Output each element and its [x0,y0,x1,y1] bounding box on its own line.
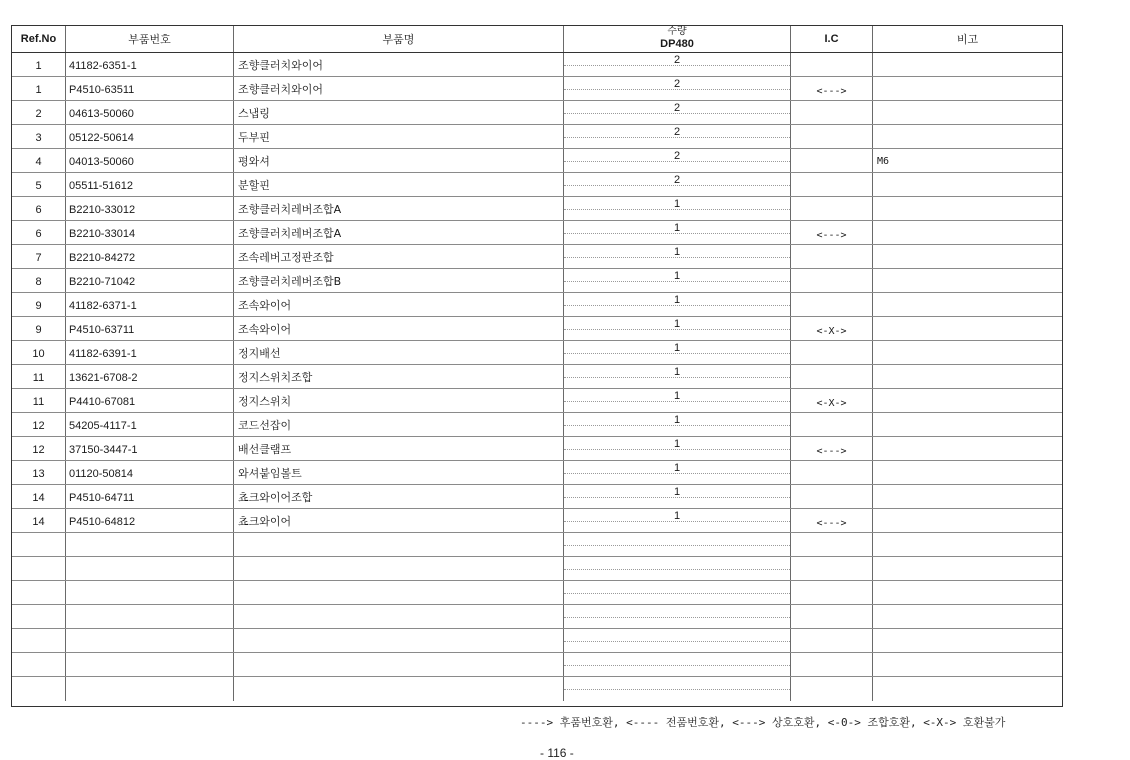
cell-part-name [234,557,564,580]
cell-quantity: 1 [564,365,791,388]
cell-remarks [873,557,1062,580]
cell-ic [791,293,873,316]
cell-quantity: 1 [564,245,791,268]
cell-ic: <-X-> [791,389,873,412]
cell-ic: <---> [791,77,873,100]
cell-quantity [564,653,791,676]
cell-ref-no: 6 [12,221,66,244]
parts-table [11,25,1063,707]
cell-part-number: 05511-51612 [66,173,234,196]
cell-remarks [873,317,1062,340]
cell-quantity: 1 [564,221,791,244]
cell-ref-no: 10 [12,341,66,364]
cell-ic [791,533,873,556]
table-row [12,389,1062,413]
cell-ic [791,581,873,604]
cell-quantity: 2 [564,173,791,196]
cell-remarks [873,365,1062,388]
cell-remarks [873,605,1062,628]
cell-ref-no: 12 [12,437,66,460]
cell-part-name: 조향클러치와이어 [234,53,564,76]
cell-part-number [66,629,234,652]
cell-part-number: 13621-6708-2 [66,365,234,388]
cell-ic [791,413,873,436]
empty-table-row [12,533,1062,557]
cell-ic [791,677,873,701]
cell-quantity: 1 [564,269,791,292]
cell-ic [791,245,873,268]
cell-remarks [873,389,1062,412]
cell-part-name: 조향클러치레버조합B [234,269,564,292]
cell-part-number [66,581,234,604]
cell-ref-no [12,557,66,580]
cell-part-number [66,605,234,628]
empty-table-row [12,605,1062,629]
cell-quantity: 2 [564,101,791,124]
cell-ic: <-X-> [791,317,873,340]
cell-remarks [873,581,1062,604]
table-row [12,101,1062,125]
cell-ref-no: 9 [12,293,66,316]
header-model: DP480 [660,38,694,50]
cell-ic [791,605,873,628]
cell-remarks [873,77,1062,100]
table-row [12,413,1062,437]
cell-quantity: 1 [564,485,791,508]
cell-part-number: 41182-6371-1 [66,293,234,316]
empty-table-row [12,581,1062,605]
cell-part-number: B2210-33014 [66,221,234,244]
cell-part-name: 쵸크와이어 [234,509,564,532]
cell-part-name: 정지스위치 [234,389,564,412]
cell-quantity: 1 [564,461,791,484]
cell-part-number: 01120-50814 [66,461,234,484]
empty-table-row [12,557,1062,581]
table-row [12,293,1062,317]
cell-remarks: M6 [877,156,890,167]
table-row [12,341,1062,365]
table-row [12,365,1062,389]
cell-part-name: 코드선잡이 [234,413,564,436]
cell-quantity: 1 [564,197,791,220]
cell-part-number: 37150-3447-1 [66,437,234,460]
cell-ic [791,149,873,172]
cell-remarks [873,341,1062,364]
cell-ic [791,269,873,292]
cell-quantity: 2 [564,125,791,148]
header-remarks: 비고 [956,33,979,46]
cell-ref-no: 8 [12,269,66,292]
cell-ref-no [12,653,66,676]
table-row [12,173,1062,197]
header-part-name: 부품명 [234,26,564,52]
cell-part-number: B2210-33012 [66,197,234,220]
page-number: - 116 - [540,746,574,760]
empty-table-row [12,629,1062,653]
table-row [12,485,1062,509]
empty-table-row [12,677,1062,701]
cell-part-number: P4510-63511 [66,77,234,100]
cell-remarks [873,413,1062,436]
cell-ref-no: 1 [12,77,66,100]
cell-quantity: 1 [564,389,791,412]
cell-ic [791,461,873,484]
cell-part-name [234,605,564,628]
cell-ref-no: 1 [12,53,66,76]
header-ic: I.C [791,26,873,52]
cell-part-number: 54205-4117-1 [66,413,234,436]
cell-part-number: P4510-64812 [66,509,234,532]
cell-part-name [234,629,564,652]
cell-part-name: 두부핀 [234,125,564,148]
cell-quantity [564,605,791,628]
cell-part-name [234,677,564,701]
cell-ic [791,485,873,508]
cell-remarks [873,101,1062,124]
cell-ref-no: 5 [12,173,66,196]
cell-quantity: 1 [564,509,791,532]
cell-ref-no: 9 [12,317,66,340]
table-row [12,149,1062,173]
cell-remarks [873,245,1062,268]
cell-ref-no: 4 [12,149,66,172]
cell-part-name: 배선클램프 [234,437,564,460]
cell-part-number: P4410-67081 [66,389,234,412]
cell-remarks [873,53,1062,76]
cell-remarks [873,629,1062,652]
cell-ref-no: 11 [12,389,66,412]
cell-part-name: 와셔붙임볼트 [234,461,564,484]
table-row [12,221,1062,245]
cell-quantity: 2 [564,149,791,172]
cell-part-number: P4510-63711 [66,317,234,340]
cell-ic [791,125,873,148]
cell-part-name: 조속와이어 [234,317,564,340]
cell-remarks [873,461,1062,484]
table-row [12,197,1062,221]
table-row [12,245,1062,269]
cell-quantity: 2 [564,53,791,76]
header-quantity-label: 수량 [667,26,687,37]
cell-part-number [66,533,234,556]
cell-ref-no: 14 [12,509,66,532]
cell-part-number: B2210-84272 [66,245,234,268]
table-row [12,437,1062,461]
cell-remarks [873,197,1062,220]
table-header-row [12,26,1062,53]
cell-part-name: 조속레버고정판조합 [234,245,564,268]
cell-part-name: 평와셔 [234,149,564,172]
cell-ref-no: 12 [12,413,66,436]
cell-part-name: 정지스위치조합 [234,365,564,388]
cell-ic: <---> [791,437,873,460]
cell-part-name: 조향클러치레버조합A [234,197,564,220]
empty-table-row [12,653,1062,677]
cell-remarks [873,485,1062,508]
cell-part-number: 04613-50060 [66,101,234,124]
table-row [12,317,1062,341]
cell-quantity: 1 [564,437,791,460]
cell-part-name: 조속와이어 [234,293,564,316]
cell-remarks [873,533,1062,556]
cell-ref-no: 3 [12,125,66,148]
cell-ref-no [12,629,66,652]
cell-part-number: 41182-6391-1 [66,341,234,364]
cell-quantity: 2 [564,77,791,100]
cell-part-number [66,653,234,676]
cell-ref-no: 13 [12,461,66,484]
table-row [12,269,1062,293]
cell-ic [791,629,873,652]
cell-part-name: 조향클러치와이어 [234,77,564,100]
cell-remarks [873,437,1062,460]
cell-part-number [66,677,234,701]
cell-ic [791,557,873,580]
cell-ref-no: 11 [12,365,66,388]
cell-remarks [873,293,1062,316]
table-row [12,461,1062,485]
cell-ref-no: 7 [12,245,66,268]
cell-remarks [873,509,1062,532]
cell-remarks [873,677,1062,701]
cell-ref-no [12,581,66,604]
cell-part-name [234,533,564,556]
cell-remarks [873,269,1062,292]
cell-quantity: 1 [564,293,791,316]
cell-part-name: 조향클러치레버조합A [234,221,564,244]
cell-remarks [873,125,1062,148]
cell-remarks [873,653,1062,676]
interchangeability-legend: ----> 후품번호환, <---- 전품번호환, <---> 상호호환, <-0-> 조합호환, <-X-> 호환불가 [520,716,1006,729]
cell-ic: <---> [791,509,873,532]
header-quantity [564,26,791,52]
cell-part-number: 04013-50060 [66,149,234,172]
table-row [12,77,1062,101]
cell-quantity [564,557,791,580]
cell-quantity [564,581,791,604]
cell-ic [791,197,873,220]
cell-quantity [564,629,791,652]
cell-ic [791,173,873,196]
cell-part-number: P4510-64711 [66,485,234,508]
cell-ref-no: 2 [12,101,66,124]
cell-ic [791,341,873,364]
cell-quantity: 1 [564,341,791,364]
header-ref-no: Ref.No [12,26,66,52]
cell-part-name: 쵸크와이어조합 [234,485,564,508]
cell-quantity: 1 [564,413,791,436]
cell-remarks [873,221,1062,244]
cell-part-name [234,653,564,676]
cell-part-name [234,581,564,604]
cell-quantity [564,533,791,556]
cell-ic [791,653,873,676]
cell-part-name: 스냅링 [234,101,564,124]
cell-part-number: 05122-50614 [66,125,234,148]
cell-ic [791,53,873,76]
cell-part-number: B2210-71042 [66,269,234,292]
cell-ref-no [12,533,66,556]
cell-ic [791,365,873,388]
table-row [12,509,1062,533]
cell-ref-no [12,677,66,701]
cell-ref-no: 14 [12,485,66,508]
table-row [12,53,1062,77]
cell-ic [791,101,873,124]
cell-remarks [873,173,1062,196]
header-part-number: 부품번호 [66,26,234,52]
cell-part-name: 정지배선 [234,341,564,364]
cell-ref-no: 6 [12,197,66,220]
cell-ic: <---> [791,221,873,244]
cell-quantity: 1 [564,317,791,340]
cell-quantity [564,677,791,701]
cell-part-number: 41182-6351-1 [66,53,234,76]
cell-part-number [66,557,234,580]
cell-ref-no [12,605,66,628]
cell-part-name: 분할핀 [234,173,564,196]
table-row [12,125,1062,149]
